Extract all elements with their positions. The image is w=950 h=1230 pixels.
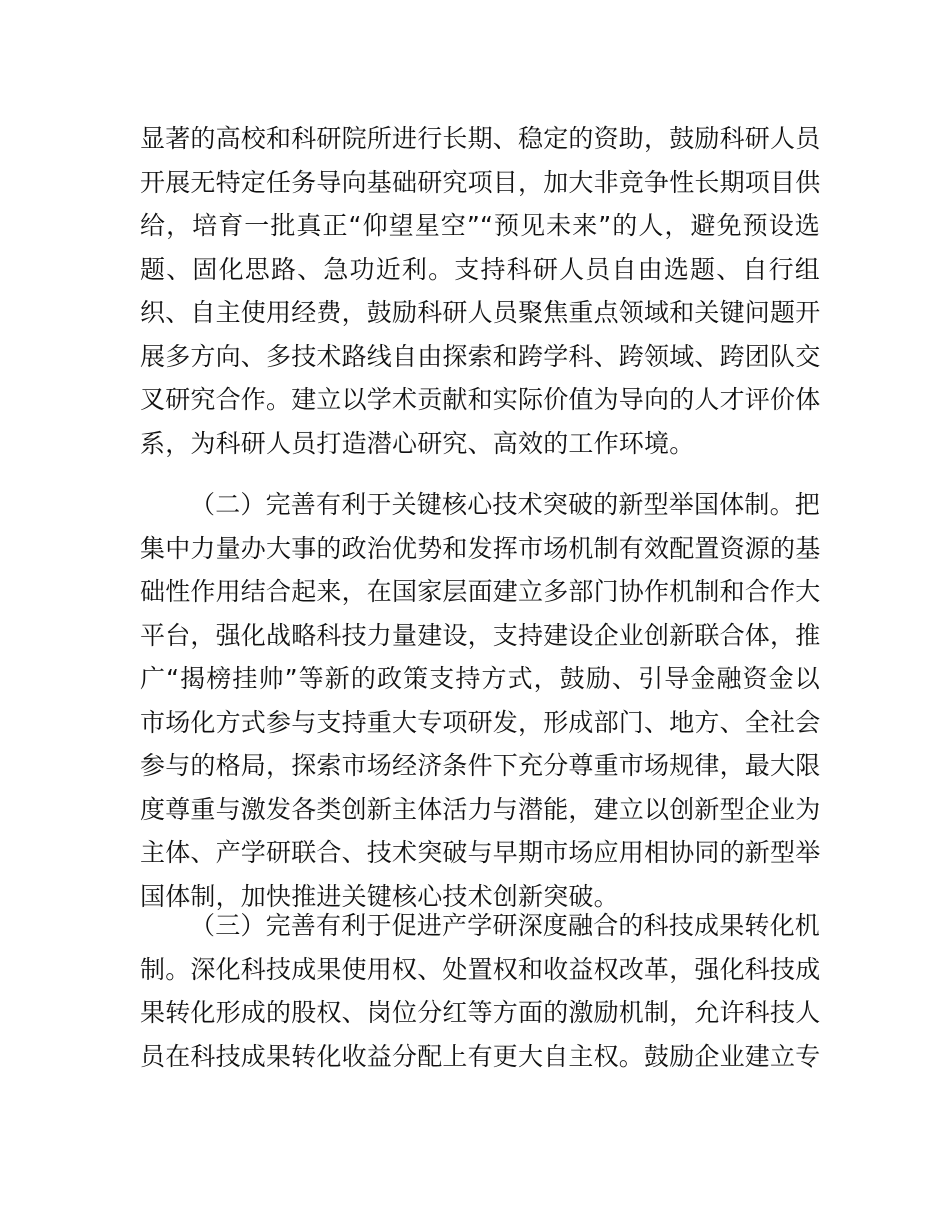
text-line: 果转化形成的股权、岗位分红等方面的激励机制，允许科技人 bbox=[140, 998, 821, 1027]
text-line: 系，为科研人员打造潜心研究、高效的工作环境。 bbox=[140, 428, 695, 458]
text-line: 础性作用结合起来，在国家层面建立多部门协作机制和合作大 bbox=[140, 577, 821, 606]
text-line: （三）完善有利于促进产学研深度融合的科技成果转化机 bbox=[190, 911, 821, 940]
text-line: 参与的格局，探索市场经济条件下充分尊重市场规律，最大限 bbox=[140, 751, 821, 780]
text-line: 度尊重与激发各类创新主体活力与潜能，建立以创新型企业为 bbox=[140, 794, 821, 824]
text-line: 叉研究合作。建立以学术贡献和实际价值为导向的人才评价体 bbox=[140, 385, 821, 414]
text-line: 国体制，加快推进关键核心技术创新突破。 bbox=[140, 881, 619, 911]
text-line: 制。深化科技成果使用权、处置权和收益权改革，强化科技成 bbox=[140, 954, 821, 984]
text-line: （二）完善有利于关键核心技术突破的新型举国体制。把 bbox=[190, 490, 821, 519]
text-line: 题、固化思路、急功近利。支持科研人员自由选题、自行组 bbox=[140, 254, 820, 284]
paragraph-2 bbox=[140, 483, 820, 918]
text-line: 主体、产学研联合、技术突破与早期市场应用相协同的新型举 bbox=[140, 838, 821, 867]
paragraph-3 bbox=[140, 904, 820, 1078]
text-line: 广“揭榜挂帅”等新的政策支持方式，鼓励、引导金融资金以 bbox=[140, 664, 820, 693]
text-line: 织、自主使用经费，鼓励科研人员聚焦重点领域和关键问题开 bbox=[140, 298, 821, 327]
text-line: 给，培育一批真正“仰望星空”“预见未来”的人，避免预设选 bbox=[140, 211, 820, 240]
text-line: 显著的高校和科研院所进行长期、稳定的资助，鼓励科研人员 bbox=[140, 124, 821, 153]
text-line: 平台，强化战略科技力量建设，支持建设企业创新联合体，推 bbox=[140, 620, 821, 650]
text-line: 集中力量办大事的政治优势和发挥市场机制有效配置资源的基 bbox=[140, 533, 821, 563]
paragraph-1 bbox=[140, 117, 820, 465]
text-line: 市场化方式参与支持重大专项研发，形成部门、地方、全社会 bbox=[140, 707, 821, 737]
text-line: 员在科技成果转化收益分配上有更大自主权。鼓励企业建立专 bbox=[140, 1041, 821, 1071]
text-line: 开展无特定任务导向基础研究项目，加大非竞争性长期项目供 bbox=[140, 167, 821, 197]
text-line: 展多方向、多技术路线自由探索和跨学科、跨领域、跨团队交 bbox=[140, 341, 821, 371]
